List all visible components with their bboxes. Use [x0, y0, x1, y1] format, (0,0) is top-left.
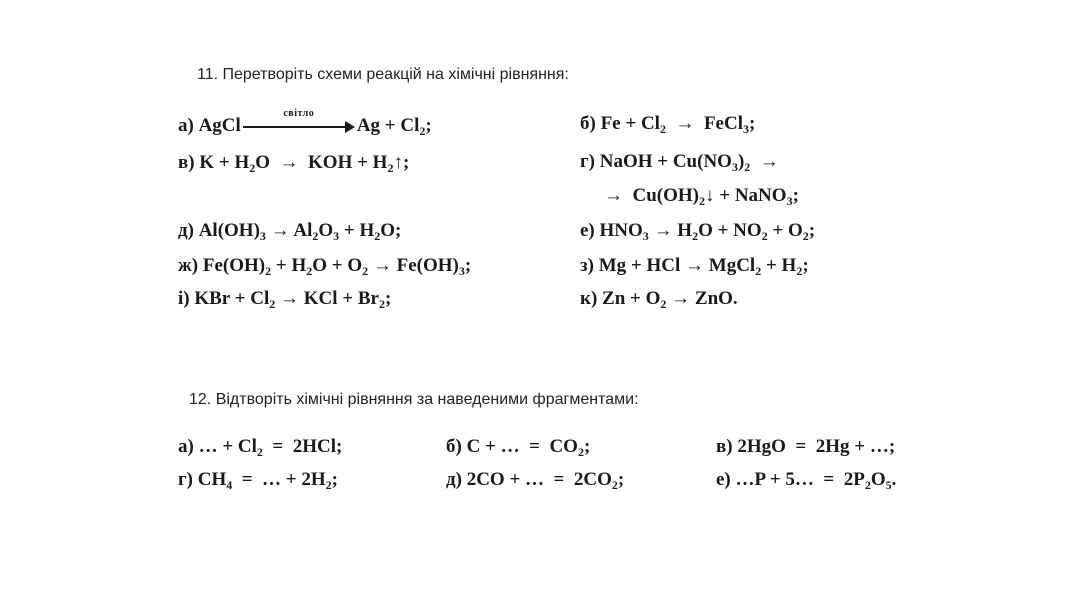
- label-11zh: ж): [178, 255, 199, 276]
- task-12-title: 12. Відтворіть хімічні рівняння за наведеними фрагментами:: [189, 391, 639, 408]
- reaction-11i: і) KBr + $Cl_2$ → KCl + $Br_2$;: [178, 288, 392, 311]
- label-11z: з): [580, 255, 594, 276]
- arrow-right-icon: →: [670, 113, 700, 134]
- label-12a: а): [178, 436, 194, 457]
- label-12e: е): [716, 469, 731, 490]
- label-11i: і): [178, 288, 190, 309]
- fragment-12b: б) C + … = $CO_2$;: [446, 436, 591, 459]
- label-11e: е): [580, 220, 595, 241]
- arrow-right-icon: →: [270, 220, 290, 241]
- reaction-11e: е) $HNO_3 \to H_2O + NO_2 + O_2$;: [580, 220, 816, 243]
- arrow-right-icon: →: [372, 255, 392, 276]
- arrow-right-icon: →: [685, 255, 705, 276]
- label-12g: г): [178, 469, 193, 490]
- fragment-12d: д) 2CO + … = $2CO_2$;: [446, 469, 625, 492]
- arrow-up-icon: ↑: [393, 152, 403, 173]
- arrow-right-icon: [243, 107, 355, 132]
- fragment-12e: е) …P + 5… = $2P_2O_5$.: [716, 469, 897, 492]
- fragment-12g: г) $CH_4$ = … + $2H_2$;: [178, 469, 338, 492]
- reactant-11a: AgCl: [198, 115, 241, 136]
- condition-label: світло: [283, 107, 315, 119]
- reaction-11d: д) $Al(OH)_3 \to Al_2O_3 + H_2O$;: [178, 220, 402, 243]
- reaction-11k: к) $Zn + O_2$ → ZnO.: [580, 288, 738, 311]
- label-11a: а): [178, 115, 194, 136]
- label-12v: в): [716, 436, 733, 457]
- reaction-11g-continued: → $Cu(OH)_2↓$ + NaNO$_3$;: [604, 185, 799, 208]
- reaction-11z: з) Mg + HCl → MgCl$_2$ + $H_2$;: [580, 255, 809, 278]
- arrow-right-icon: →: [653, 220, 673, 241]
- fragment-12a: а) … + $Cl_2 = 2HCl$;: [178, 436, 343, 459]
- label-12b: б): [446, 436, 462, 457]
- label-11k: к): [580, 288, 598, 309]
- label-11d: д): [178, 220, 194, 241]
- reaction-11zh: ж) $Fe(OH)_2 + H_2O + O_2 \to Fe(OH)_3$;: [178, 255, 472, 278]
- arrow-right-icon: →: [755, 151, 779, 172]
- label-11b: б): [580, 113, 596, 134]
- reaction-11v: в) $K + H_2O$ → KOH + $H_2↑$;: [178, 152, 410, 175]
- reaction-11a: а) AgCl світло $Ag + Cl_2$;: [178, 107, 432, 138]
- label-12d: д): [446, 469, 462, 490]
- task-11-title: 11. Перетворіть схеми реакцій на хімічні рівняння:: [197, 66, 569, 83]
- arrow-right-icon: →: [279, 288, 299, 309]
- label-11g: г): [580, 151, 595, 172]
- products-11a: Ag + Cl: [356, 115, 420, 136]
- arrow-down-icon: ↓: [705, 185, 715, 206]
- arrow-right-icon: →: [274, 152, 304, 173]
- arrow-right-icon: →: [604, 185, 628, 206]
- label-11v: в): [178, 152, 195, 173]
- arrow-right-icon: →: [671, 288, 691, 309]
- reaction-11g: г) NaOH + $Cu(NO_3)_2$ →: [580, 151, 779, 174]
- fragment-12v: в) 2HgO = 2Hg + …;: [716, 436, 896, 457]
- reaction-11b: б) $Fe + Cl_2$ → FeCl$_3$;: [580, 113, 756, 136]
